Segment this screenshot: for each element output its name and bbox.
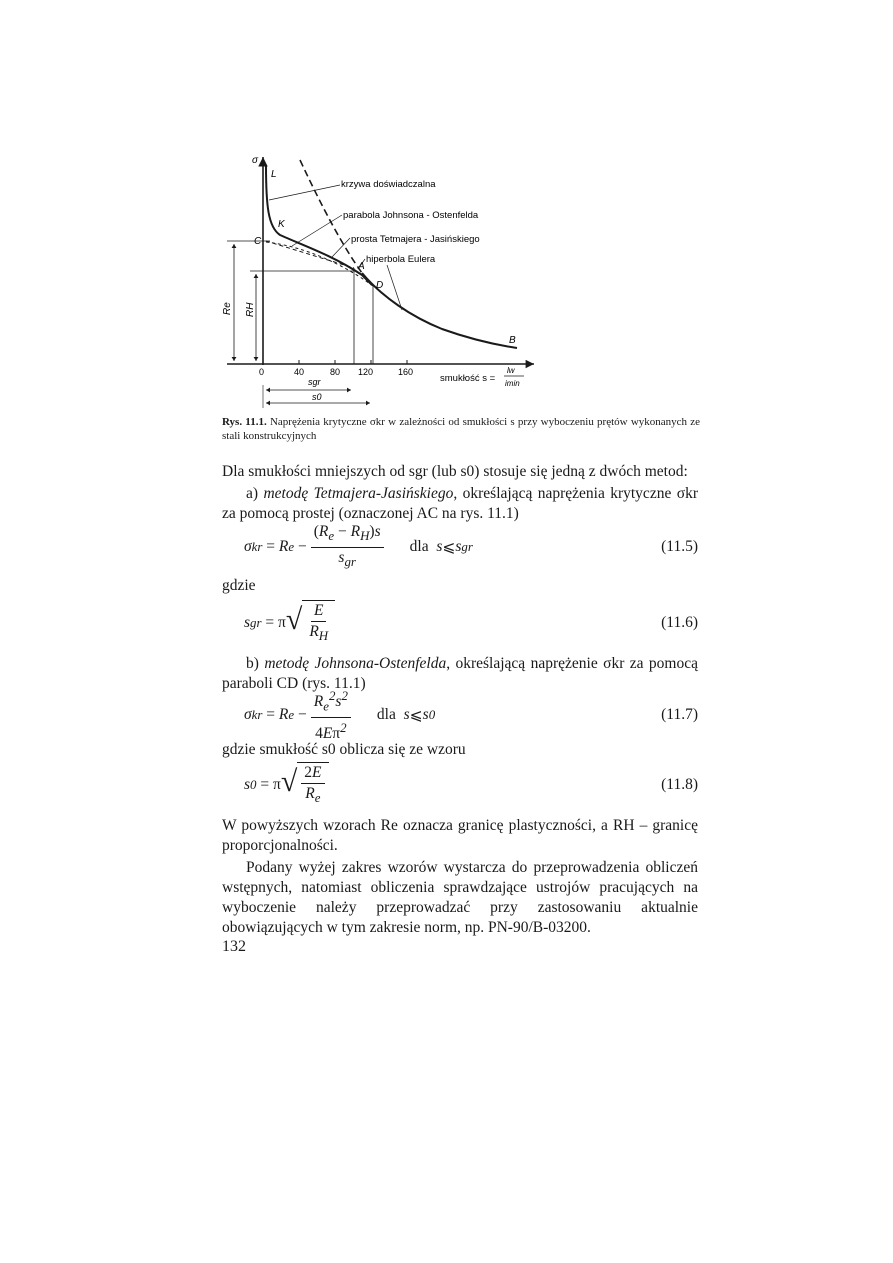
label-experimental-curve: krzywa doświadczalna [341, 179, 436, 190]
method-b-prefix: b) [246, 655, 265, 672]
tetmajer-line [266, 241, 354, 268]
point-D: D [376, 280, 384, 291]
point-L: L [271, 169, 277, 180]
johnson-parabola [266, 242, 373, 286]
paragraph-intro: Dla smukłości mniejszych od sgr (lub s0) stosuje się jedną z dwóch metod: [222, 463, 688, 480]
point-K: K [278, 219, 285, 230]
label-euler-hyperbola: hiperbola Eulera [366, 254, 436, 265]
equation-11-8-number: (11.8) [661, 776, 698, 793]
paragraph-gdzie: gdzie [222, 577, 256, 594]
euler-hyperbola-solid [362, 273, 517, 348]
tick-label-80: 80 [330, 367, 341, 377]
point-A: A [358, 261, 365, 272]
method-a-name: metodę Tetmajera-Jasińskiego [263, 485, 454, 502]
equation-11-8: s 0 = π √ $\frac{2E}{R_e}$ (11.8) [222, 760, 698, 810]
paragraph-method-a [222, 484, 698, 524]
leader-johnson [292, 215, 342, 246]
sgr-label: sgr [308, 377, 321, 387]
method-b-rest: , określającą naprężenie σkr za pomocą paraboli CD (rys. 11.1) [222, 655, 698, 692]
equation-11-5-number: (11.5) [661, 538, 698, 555]
paragraph-method-b [222, 654, 698, 694]
x-axis-frac-bottom: imin [505, 379, 520, 388]
x-axis-frac-top: lw [507, 366, 515, 375]
caption-text: Naprężenia krytyczne σkr w zależności od smukłości s przy wyboczeniu prętów wykonanych ze stali konstrukcyjnych [222, 416, 701, 442]
s0-label: s0 [312, 392, 322, 402]
label-johnson-parabola: parabola Johnsona - Ostenfelda [343, 210, 479, 221]
equation-11-6-number: (11.6) [661, 614, 698, 631]
equation-11-6: s gr = π √ $\frac{E}{R_H}$ (11.6) [222, 598, 698, 648]
buckling-stress-figure [222, 145, 542, 415]
paragraph-s0: gdzie smukłość s0 oblicza się ze wzoru [222, 741, 466, 758]
point-B: B [509, 335, 516, 346]
re-label: Re [222, 302, 233, 315]
point-C: C [254, 236, 262, 247]
tick-label-0: 0 [259, 367, 265, 377]
caption-number: Rys. 11.1. [222, 416, 267, 428]
leader-experimental [269, 185, 340, 200]
figure-caption [222, 415, 700, 443]
equation-11-7: σ kr = R e − $\frac{R_e^2s^2}{4E\pi^2}$ dla s ⩽ s 0 (11.7) [244, 688, 698, 742]
x-axis-label: smukłość s = [440, 373, 496, 384]
method-b-name: metodę Johnsona-Ostenfelda [264, 655, 447, 672]
page-number: 132 [222, 938, 246, 955]
paragraph-definitions: W powyższych wzorach Re oznacza granicę plastyczności, a RH – granicę proporcjonalności. [222, 817, 698, 854]
label-tetmajer-line: prosta Tetmajera - Jasińskiego [351, 234, 480, 245]
tick-label-160: 160 [398, 367, 414, 377]
tick-label-40: 40 [294, 367, 305, 377]
rh-label: RH [245, 302, 256, 317]
method-a-prefix: a) [246, 485, 264, 502]
method-a-rest: , określającą naprężenia krytyczne σkr za pomocą prostej (oznaczonej AC na rys. 11.1) [222, 485, 698, 522]
y-axis-symbol: σ [252, 155, 259, 166]
equation-11-5: σ kr = R e − $\frac{(R_e - R_H)s}{s_{gr}}$ dla s ⩽ s gr (11.5) [222, 522, 698, 572]
paragraph-closing: Podany wyżej zakres wzorów wystarcza do przeprowadzenia obliczeń wstępnych, natomiast obliczenia sprawdzające ustrojów pracujących na wyboczenie należy przeprowadzać przy zastosowaniu aktualnie obowiązujących w tym zakresie norm, np. PN-90/B-03200. [222, 859, 698, 936]
equation-11-7-number: (11.7) [661, 706, 698, 723]
tick-label-120: 120 [358, 367, 374, 377]
